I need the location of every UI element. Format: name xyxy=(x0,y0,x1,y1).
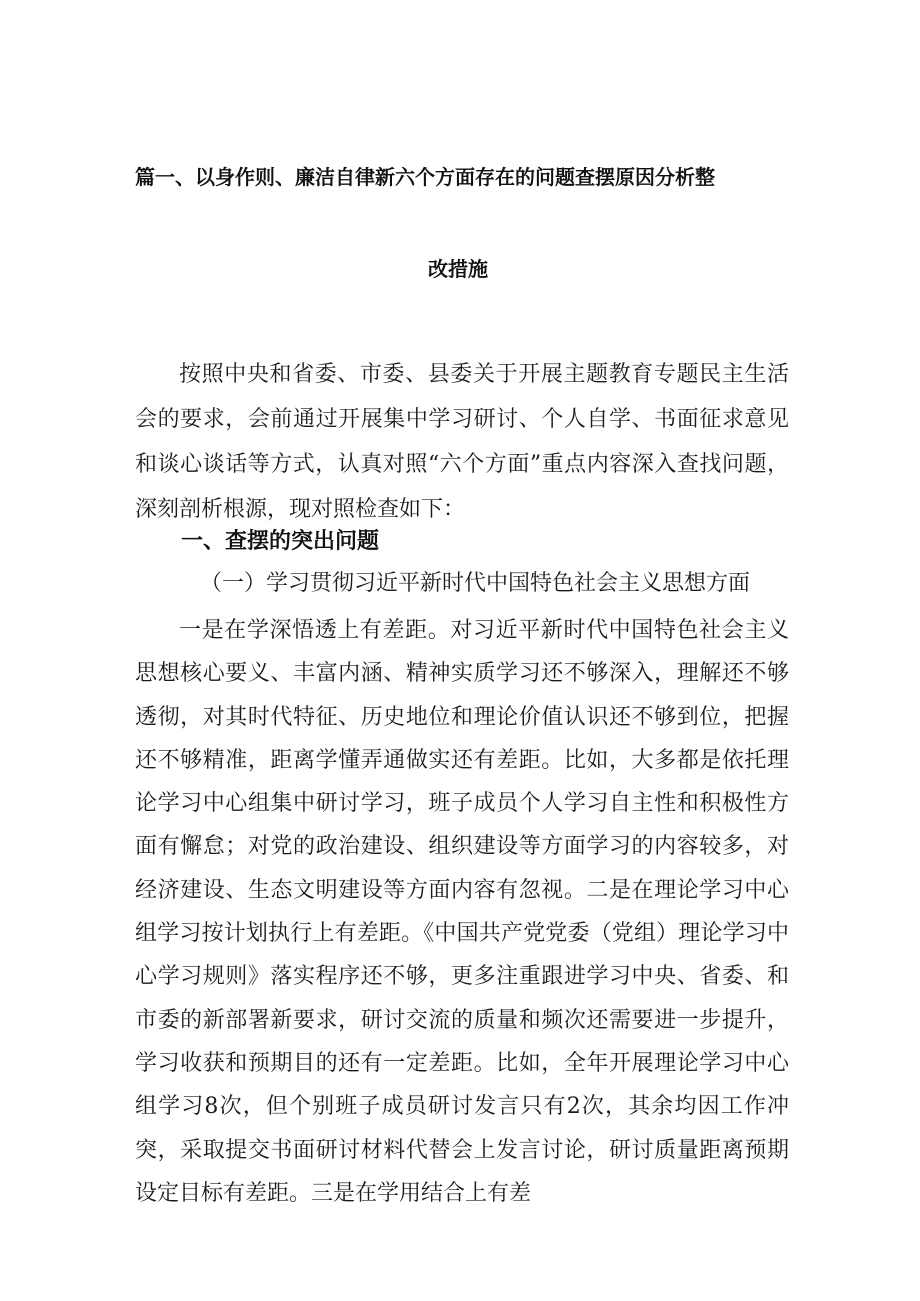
subsection-heading: （一）学习贯彻习近平新时代中国特色社会主义思想方面 xyxy=(200,571,751,596)
section-heading: 一、查摆的突出问题 xyxy=(181,529,380,554)
document-title-line-2: 改措施 xyxy=(428,257,488,281)
body-paragraph: 一是在学深悟透上有差距。对习近平新时代中国特色社会主义思想核心要义、丰富内涵、精神实质学习还不够深入，理解还不够透彻，对其时代特征、历史地位和理论价值认识还不够到位，把握还不够精准，距离学懂弄通做实还有差距。比如，大多都是依托理论学习中心组集中研讨学习，班子成员个人学习自主性和积极性方面有懈怠；对党的政治建设、组织建设等方面学习的内容较多，对经济建设、生态文明建设等方面内容有忽视。二是在理论学习中心组学习按计划执行上有差距。《中国共产党党委（党组）理论学习中心学习规则》落实程序还不够，更多注重跟进学习中央、省委、和市委的新部署新要求，研讨交流的质量和频次还需要进一步提升，学习收获和预期目的还有一定差距。比如，全年开展理论学习中心组学习8次，但个别班子成员研讨发言只有2次，其余均因工作冲突，采取提交书面研讨材料代替会上发言讨论，研讨质量距离预期设定目标有差距。三是在学用结合上有差 xyxy=(135,618,789,1206)
intro-paragraph: 按照中央和省委、市委、县委关于开展主题教育专题民主生活会的要求，会前通过开展集中学习研讨、个人自学、书面征求意见和谈心谈话等方式，认真对照“六个方面”重点内容深入查找问题，深刻剖析根源，现对照检查如下： xyxy=(135,362,789,522)
document-title-line-1: 篇一、以身作则、廉洁自律新六个方面存在的问题查摆原因分析整 xyxy=(135,165,715,189)
